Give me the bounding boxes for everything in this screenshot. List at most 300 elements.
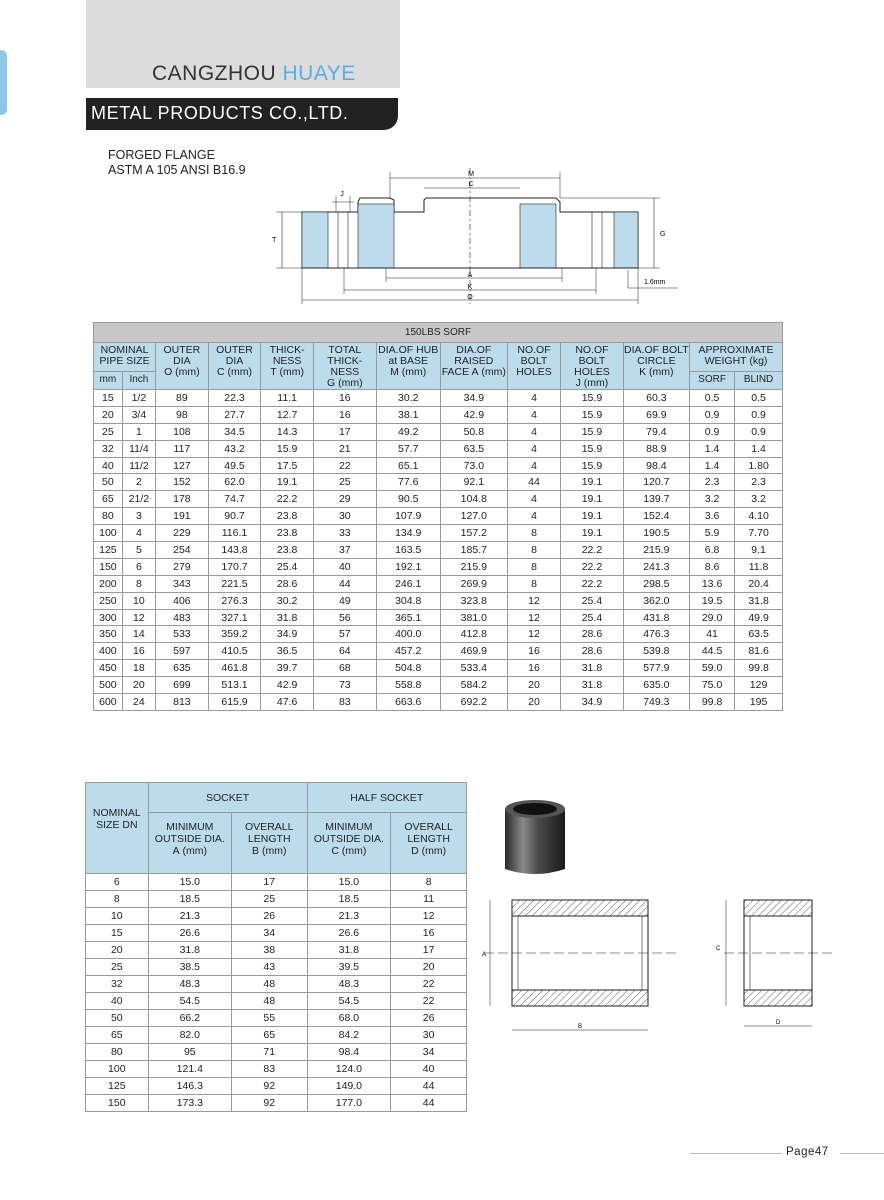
table-cell: 4.10 [735, 508, 783, 525]
table-cell: 16 [313, 406, 376, 423]
table-row [94, 423, 783, 440]
table-cell: 80 [86, 1044, 149, 1061]
table-cell: 89 [156, 390, 209, 407]
table-cell: 59.0 [690, 660, 735, 677]
table-cell: 4 [507, 508, 560, 525]
dim-m: M [468, 171, 474, 178]
table-cell: 83 [231, 1061, 307, 1078]
table-cell: 12 [122, 609, 155, 626]
table-row [94, 609, 783, 626]
table-cell: 30.2 [376, 390, 440, 407]
table-cell: 38.5 [148, 959, 231, 976]
table-row [94, 592, 783, 609]
table-cell: 19.1 [561, 491, 624, 508]
col-nps: NOMINAL PIPE SIZE [94, 343, 156, 372]
table-row [86, 976, 467, 993]
table-cell: 254 [156, 542, 209, 559]
flange-drawing [258, 160, 698, 310]
table-cell: 33 [313, 525, 376, 542]
dim-g: G [660, 231, 666, 238]
dim-socket-b: B [578, 1024, 583, 1030]
table-cell: 533 [156, 626, 209, 643]
table-cell: 749.3 [623, 694, 689, 711]
table-cell: 14.3 [261, 423, 314, 440]
table-cell: 30 [313, 508, 376, 525]
table-cell: 34.5 [208, 423, 261, 440]
table-cell: 25 [94, 423, 123, 440]
table-band-title: 150LBS SORF [94, 323, 783, 343]
table-cell: 25.4 [561, 609, 624, 626]
brand-accent: HUAYE [282, 62, 356, 85]
table-cell: 533.4 [440, 660, 507, 677]
table-row [86, 908, 467, 925]
table-cell: 65 [94, 491, 123, 508]
table-cell: 21.3 [307, 908, 391, 925]
table-cell: 99.8 [690, 694, 735, 711]
table-cell: 98 [156, 406, 209, 423]
table-cell: 12 [507, 626, 560, 643]
table-cell: 68.0 [307, 1010, 391, 1027]
table-cell: 25 [313, 474, 376, 491]
table-cell: 125 [94, 542, 123, 559]
table-cell: 22 [391, 976, 467, 993]
table-cell: 4 [507, 423, 560, 440]
table-cell: 483 [156, 609, 209, 626]
table-cell: 31.8 [307, 942, 391, 959]
table-cell: 48 [231, 976, 307, 993]
table-row [94, 390, 783, 407]
table-cell: 124.0 [307, 1061, 391, 1078]
table-cell: 152.4 [623, 508, 689, 525]
table-cell: 190.5 [623, 525, 689, 542]
socket-table-body [86, 874, 467, 1112]
table-cell: 73.0 [440, 457, 507, 474]
table-cell: 19.1 [561, 474, 624, 491]
table-cell: 177.0 [307, 1095, 391, 1112]
table-cell: 157.2 [440, 525, 507, 542]
table-cell: 3.2 [735, 491, 783, 508]
table-cell: 4 [507, 440, 560, 457]
table-cell: 127.0 [440, 508, 507, 525]
table-cell: 327.1 [208, 609, 261, 626]
table-row [86, 891, 467, 908]
table-cell: 95 [148, 1044, 231, 1061]
table-cell: 116.1 [208, 525, 261, 542]
table-cell: 146.3 [148, 1078, 231, 1095]
table-cell: 8 [122, 575, 155, 592]
table-cell: 21 [313, 440, 376, 457]
table-cell: 31.8 [261, 609, 314, 626]
table-cell: 365.1 [376, 609, 440, 626]
table-cell: 17 [313, 423, 376, 440]
table-cell: 41 [690, 626, 735, 643]
col-half-min-dia: MINIMUM OUTSIDE DIA. C (mm) [307, 813, 391, 874]
table-cell: 298.5 [623, 575, 689, 592]
table-cell: 15.9 [561, 457, 624, 474]
table-cell: 139.7 [623, 491, 689, 508]
table-row [86, 1027, 467, 1044]
table-cell: 28.6 [561, 643, 624, 660]
table-row [94, 406, 783, 423]
table-cell: 134.9 [376, 525, 440, 542]
table-cell: 2 [122, 474, 155, 491]
table-row [94, 626, 783, 643]
table-cell: 4 [507, 406, 560, 423]
table-row [94, 474, 783, 491]
table-cell: 8 [507, 575, 560, 592]
table-cell: 50 [94, 474, 123, 491]
table-cell: 20 [94, 406, 123, 423]
table-cell: 15 [94, 390, 123, 407]
table-cell: 34 [231, 925, 307, 942]
table-cell: 0.5 [735, 390, 783, 407]
table-cell: 16 [507, 660, 560, 677]
table-cell: 4 [507, 491, 560, 508]
table-cell: 450 [94, 660, 123, 677]
table-cell: 17 [391, 942, 467, 959]
table-cell: 6 [122, 558, 155, 575]
table-cell: 99.8 [735, 660, 783, 677]
table-cell: 88.9 [623, 440, 689, 457]
table-cell: 461.8 [208, 660, 261, 677]
table-cell: 121.4 [148, 1061, 231, 1078]
dim-o: O [467, 294, 473, 301]
table-cell: 279 [156, 558, 209, 575]
table-cell: 34 [391, 1044, 467, 1061]
table-cell: 42.9 [440, 406, 507, 423]
table-cell: 11/2 [122, 457, 155, 474]
table-cell: 170.7 [208, 558, 261, 575]
table-row [86, 942, 467, 959]
table-row [94, 660, 783, 677]
table-row [94, 491, 783, 508]
table-cell: 7.70 [735, 525, 783, 542]
flange-dimensions-table [93, 322, 783, 711]
table-cell: 44 [391, 1078, 467, 1095]
table-cell: 699 [156, 677, 209, 694]
table-cell: 40 [313, 558, 376, 575]
table-cell: 47.6 [261, 694, 314, 711]
table-cell: 362.0 [623, 592, 689, 609]
table-cell: 25.4 [561, 592, 624, 609]
table-cell: 22.2 [561, 558, 624, 575]
table-cell: 84.2 [307, 1027, 391, 1044]
table-cell: 31.8 [561, 677, 624, 694]
table-cell: 20.4 [735, 575, 783, 592]
table-cell: 26.6 [148, 925, 231, 942]
table-cell: 163.5 [376, 542, 440, 559]
table-cell: 49.5 [208, 457, 261, 474]
table-cell: 90.7 [208, 508, 261, 525]
table-row [94, 677, 783, 694]
table-cell: 23.8 [261, 508, 314, 525]
table-cell: 26 [391, 1010, 467, 1027]
table-cell: 25 [86, 959, 149, 976]
table-cell: 31.8 [735, 592, 783, 609]
table-cell: 350 [94, 626, 123, 643]
table-cell: 412.8 [440, 626, 507, 643]
table-cell: 15.9 [561, 440, 624, 457]
table-cell: 5 [122, 542, 155, 559]
table-cell: 19.1 [561, 525, 624, 542]
table-cell: 0.9 [735, 423, 783, 440]
table-cell: 37 [313, 542, 376, 559]
col-group-socket: SOCKET [148, 783, 307, 813]
socket-drawing [480, 890, 840, 1040]
table-cell: 125 [86, 1078, 149, 1095]
table-cell: 149.0 [307, 1078, 391, 1095]
table-row [86, 1010, 467, 1027]
table-cell: 1.4 [690, 440, 735, 457]
table-cell: 71 [231, 1044, 307, 1061]
table-cell: 615.9 [208, 694, 261, 711]
table-row [94, 525, 783, 542]
table-cell: 0.5 [690, 390, 735, 407]
table-cell: 10 [86, 908, 149, 925]
table-cell: 32 [86, 976, 149, 993]
dim-socket-c: C [716, 946, 721, 952]
table-cell: 4 [507, 390, 560, 407]
table-cell: 15 [86, 925, 149, 942]
table-cell: 92 [231, 1095, 307, 1112]
table-cell: 31.8 [561, 660, 624, 677]
table-cell: 813 [156, 694, 209, 711]
product-title [108, 148, 246, 178]
table-cell: 38 [231, 942, 307, 959]
table-cell: 26.6 [307, 925, 391, 942]
table-cell: 22.3 [208, 390, 261, 407]
table-cell: 15.0 [148, 874, 231, 891]
table-cell: 1.4 [735, 440, 783, 457]
table-cell: 476.3 [623, 626, 689, 643]
table-cell: 19.1 [561, 508, 624, 525]
table-cell: 215.9 [440, 558, 507, 575]
table-cell: 120.7 [623, 474, 689, 491]
table-cell: 20 [86, 942, 149, 959]
table-cell: 39.5 [307, 959, 391, 976]
table-row [86, 874, 467, 891]
footer-rule-left [690, 1153, 782, 1154]
company-brand [152, 62, 356, 86]
table-cell: 55 [231, 1010, 307, 1027]
table-cell: 558.8 [376, 677, 440, 694]
table-cell: 92.1 [440, 474, 507, 491]
table-row [94, 440, 783, 457]
dim-j: J [340, 191, 344, 198]
table-cell: 3.2 [690, 491, 735, 508]
table-cell: 24 [122, 694, 155, 711]
table-cell: 173.3 [148, 1095, 231, 1112]
table-cell: 44 [313, 575, 376, 592]
table-cell: 73 [313, 677, 376, 694]
table-cell: 39.7 [261, 660, 314, 677]
table-cell: 20 [122, 677, 155, 694]
table-cell: 17 [231, 874, 307, 891]
table-cell: 200 [94, 575, 123, 592]
table-cell: 63.5 [440, 440, 507, 457]
table-cell: 34.9 [440, 390, 507, 407]
table-cell: 692.2 [440, 694, 507, 711]
table-cell: 6 [86, 874, 149, 891]
col-raised-face: DIA.OF RAISED FACE A (mm) [440, 343, 507, 390]
table-cell: 3 [122, 508, 155, 525]
table-cell: 68 [313, 660, 376, 677]
table-row [86, 1044, 467, 1061]
table-cell: 43.2 [208, 440, 261, 457]
col-blind: BLIND [735, 371, 783, 389]
table-cell: 36.5 [261, 643, 314, 660]
table-cell: 14 [122, 626, 155, 643]
table-cell: 31.8 [148, 942, 231, 959]
table-cell: 400 [94, 643, 123, 660]
table-cell: 38.1 [376, 406, 440, 423]
table-cell: 108 [156, 423, 209, 440]
table-row [86, 1078, 467, 1095]
table-cell: 40 [391, 1061, 467, 1078]
table-row [94, 542, 783, 559]
table-cell: 635.0 [623, 677, 689, 694]
dim-socket-a: A [482, 952, 487, 958]
table-cell: 40 [94, 457, 123, 474]
table-cell: 127 [156, 457, 209, 474]
dim-a: A [467, 272, 473, 279]
table-cell: 64 [313, 643, 376, 660]
table-cell: 30 [391, 1027, 467, 1044]
dim-socket-d: D [776, 1020, 781, 1026]
table-cell: 11.1 [261, 390, 314, 407]
table-cell: 663.6 [376, 694, 440, 711]
table-cell: 81.6 [735, 643, 783, 660]
table-cell: 21/2 [122, 491, 155, 508]
table-cell: 100 [86, 1061, 149, 1078]
table-cell: 16 [313, 390, 376, 407]
col-weight: APPROXIMATE WEIGHT (kg) [690, 343, 783, 372]
table-cell: 28.6 [261, 575, 314, 592]
table-cell: 152 [156, 474, 209, 491]
table-cell: 29.0 [690, 609, 735, 626]
table-cell: 9.1 [735, 542, 783, 559]
dim-c: C [468, 181, 474, 188]
table-cell: 11.8 [735, 558, 783, 575]
table-cell: 20 [391, 959, 467, 976]
table-cell: 100 [94, 525, 123, 542]
table-cell: 0.9 [690, 406, 735, 423]
side-accent-tab [0, 50, 7, 115]
table-cell: 241.3 [623, 558, 689, 575]
table-cell: 62.0 [208, 474, 261, 491]
table-row [86, 925, 467, 942]
table-cell: 12.7 [261, 406, 314, 423]
col-inch: Inch [122, 371, 155, 389]
table-cell: 19.5 [690, 592, 735, 609]
product-title-line2: ASTM A 105 ANSI B16.9 [108, 163, 246, 177]
table-cell: 34.9 [561, 694, 624, 711]
socket-dimensions-table [85, 782, 467, 1112]
table-cell: 469.9 [440, 643, 507, 660]
table-cell: 4 [507, 457, 560, 474]
table-cell: 10 [122, 592, 155, 609]
table-cell: 584.2 [440, 677, 507, 694]
table-cell: 42.9 [261, 677, 314, 694]
table-cell: 13.6 [690, 575, 735, 592]
table-cell: 25.4 [261, 558, 314, 575]
table-cell: 90.5 [376, 491, 440, 508]
table-cell: 221.5 [208, 575, 261, 592]
table-cell: 77.6 [376, 474, 440, 491]
table-cell: 22.2 [561, 542, 624, 559]
table-cell: 8 [507, 542, 560, 559]
col-group-half-socket: HALF SOCKET [307, 783, 466, 813]
col-hub: DIA.OF HUB at BASE M (mm) [376, 343, 440, 390]
table-cell: 28.6 [561, 626, 624, 643]
table-row [94, 508, 783, 525]
table-cell: 48.3 [148, 976, 231, 993]
table-cell: 44.5 [690, 643, 735, 660]
table-cell: 129 [735, 677, 783, 694]
table-row [86, 1095, 467, 1112]
table-cell: 82.0 [148, 1027, 231, 1044]
table-cell: 12 [391, 908, 467, 925]
table-cell: 150 [86, 1095, 149, 1112]
table-cell: 192.1 [376, 558, 440, 575]
table-row [86, 993, 467, 1010]
table-cell: 250 [94, 592, 123, 609]
table-cell: 600 [94, 694, 123, 711]
col-half-length: OVERALL LENGTH D (mm) [391, 813, 467, 874]
table-cell: 22 [391, 993, 467, 1010]
table-cell: 75.0 [690, 677, 735, 694]
brand-main: CANGZHOU [152, 62, 277, 85]
table-cell: 143.8 [208, 542, 261, 559]
table-cell: 54.5 [148, 993, 231, 1010]
col-nominal-size: NOMINAL SIZE DN [86, 783, 149, 874]
table-cell: 269.9 [440, 575, 507, 592]
table-cell: 406 [156, 592, 209, 609]
table-cell: 27.7 [208, 406, 261, 423]
table-cell: 54.5 [307, 993, 391, 1010]
table-cell: 381.0 [440, 609, 507, 626]
table-cell: 50 [86, 1010, 149, 1027]
table-cell: 16 [391, 925, 467, 942]
table-cell: 4 [122, 525, 155, 542]
col-outer-o: OUTER DIA O (mm) [156, 343, 209, 390]
table-cell: 22.2 [261, 491, 314, 508]
table-cell: 22 [313, 457, 376, 474]
table-cell: 1.80 [735, 457, 783, 474]
table-cell: 56 [313, 609, 376, 626]
col-thickness: THICK-NESS T (mm) [261, 343, 314, 390]
table-cell: 2.3 [690, 474, 735, 491]
table-cell: 57 [313, 626, 376, 643]
table-cell: 19.1 [261, 474, 314, 491]
company-banner: METAL PRODUCTS CO.,LTD. [86, 98, 398, 130]
table-cell: 49.9 [735, 609, 783, 626]
table-cell: 185.7 [440, 542, 507, 559]
table-cell: 66.2 [148, 1010, 231, 1027]
table-cell: 150 [94, 558, 123, 575]
table-cell: 300 [94, 609, 123, 626]
col-sorf: SORF [690, 371, 735, 389]
dim-raised-face: 1.6mm [644, 279, 666, 286]
table-cell: 504.8 [376, 660, 440, 677]
table-row [94, 575, 783, 592]
col-bolt-count: NO.OF BOLT HOLES [507, 343, 560, 390]
table-cell: 40 [86, 993, 149, 1010]
col-outer-c: OUTER DIA C (mm) [208, 343, 261, 390]
table-cell: 25 [231, 891, 307, 908]
table-cell: 17.5 [261, 457, 314, 474]
table-cell: 0.9 [735, 406, 783, 423]
